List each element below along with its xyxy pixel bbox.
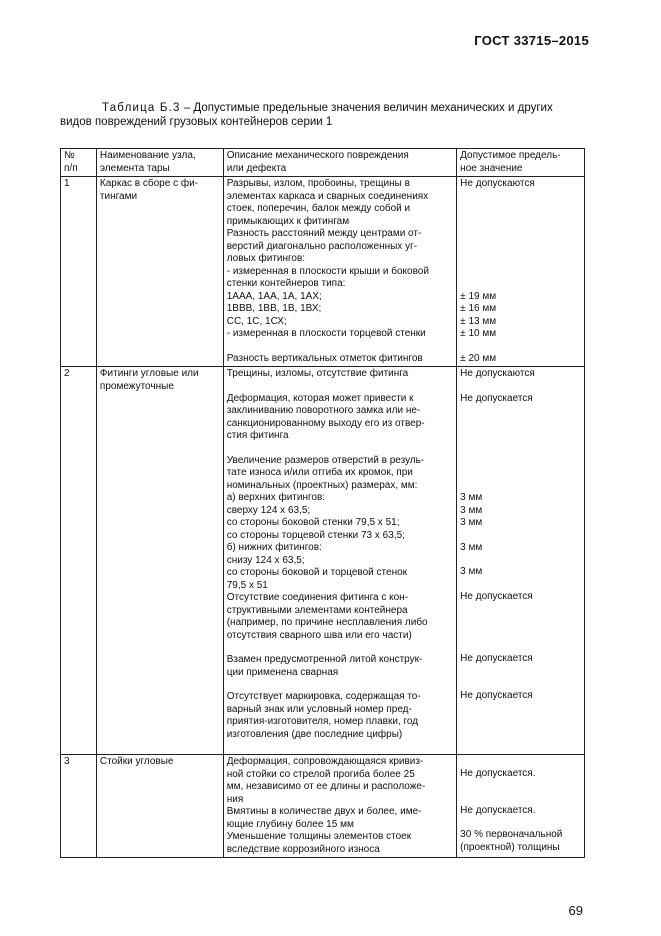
header-value: Допустимое предель- ное значение xyxy=(457,149,585,177)
table-header-row xyxy=(61,149,585,177)
table-row xyxy=(61,177,585,367)
row2-node: Фитинги угловые или промежуточные xyxy=(96,367,223,755)
document-code: ГОСТ 33715–2015 xyxy=(474,33,589,48)
table-caption xyxy=(60,101,600,129)
header-node: Наименование узла, элемента тары xyxy=(96,149,223,177)
row1-node: Каркас в сборе с фи- тингами xyxy=(96,177,223,367)
row3-node: Стойки угловые xyxy=(96,755,223,858)
row2-desc: Трещины, изломы, отсутствие фитинга Деформация, которая может привести к заклиниванию поворотного замка или не- санкционированному выходу его из отвер- стия фитинга Увеличение размеров отверстий в резуль- тате износа и/или отгиба их кромок, при номинальных (проектных) размерах, мм: а) верхних фитингов: сверху 124 х 63,5; со стороны боковой стенки 79,5 х 51; со стороны торцевой стенки 73 х 63,5; б) нижних фитингов: снизу 124 х 63,5; со стороны боковой и торцевой стенок 79,5 х 51 Отсутствие соединения фитинга с кон- структивными элементами контейнера (например, по причине несплавления либо отсутствия сварного шва или его части) Взамен предусмотренной литой конструк- ции применена сварная Отсутствует маркировка, содержащая то- варный знак или условный номер пред- приятия-изготовителя, номер плавки, год изготовления (две последние цифры) xyxy=(223,367,456,755)
row2-num: 2 xyxy=(61,367,97,755)
table-row xyxy=(61,755,585,858)
row1-value: Не допускаются ± 19 мм ± 16 мм ± 13 мм ± 10 мм ± 20 мм xyxy=(457,177,585,367)
row1-desc: Разрывы, излом, пробоины, трещины в элементах каркаса и сварных соединениях стоек, поперечин, балок между собой и примыкающих к фитингам Разность расстояний между центрами от- верстий диагонально расположенных уг- ловых фитингов: - измеренная в плоскости крыши и боковой стенки контейнеров типа: 1ААА, 1АА, 1А, 1АХ; 1ВВВ, 1ВВ, 1В, 1ВХ; СС, 1С, 1СХ; - измеренная в плоскости торцевой стенки Разность вертикальных отметок фитингов xyxy=(223,177,456,367)
row3-num: 3 xyxy=(61,755,97,858)
caption-text-1: – Допустимые предельные значения величин механических и других xyxy=(180,102,553,114)
caption-text-2: видов повреждений грузовых контейнеров серии 1 xyxy=(60,116,333,128)
row1-num: 1 xyxy=(61,177,97,367)
row2-value: Не допускаются Не допускается 3 мм 3 мм 3 мм 3 мм 3 мм Не допускается Не допускается Не допускается xyxy=(457,367,585,755)
header-num: № п/п xyxy=(61,149,97,177)
table-label: Таблица Б.3 xyxy=(102,102,181,114)
row3-value: Не допускается. Не допускается. 30 % первоначальной (проектной) толщины xyxy=(457,755,585,858)
row3-desc: Деформация, сопровождающаяся кривиз- ной стойки со стрелой прогиба более 25 мм, независимо от ее длины и расположе- ния Вмятины в количестве двух и более, име- ющие глубину более 15 мм Уменьшение толщины элементов стоек вследствие коррозийного износа xyxy=(223,755,456,858)
page-number: 69 xyxy=(568,903,583,918)
defects-table xyxy=(60,148,585,858)
header-desc: Описание механического повреждения или дефекта xyxy=(223,149,456,177)
table-row xyxy=(61,367,585,755)
